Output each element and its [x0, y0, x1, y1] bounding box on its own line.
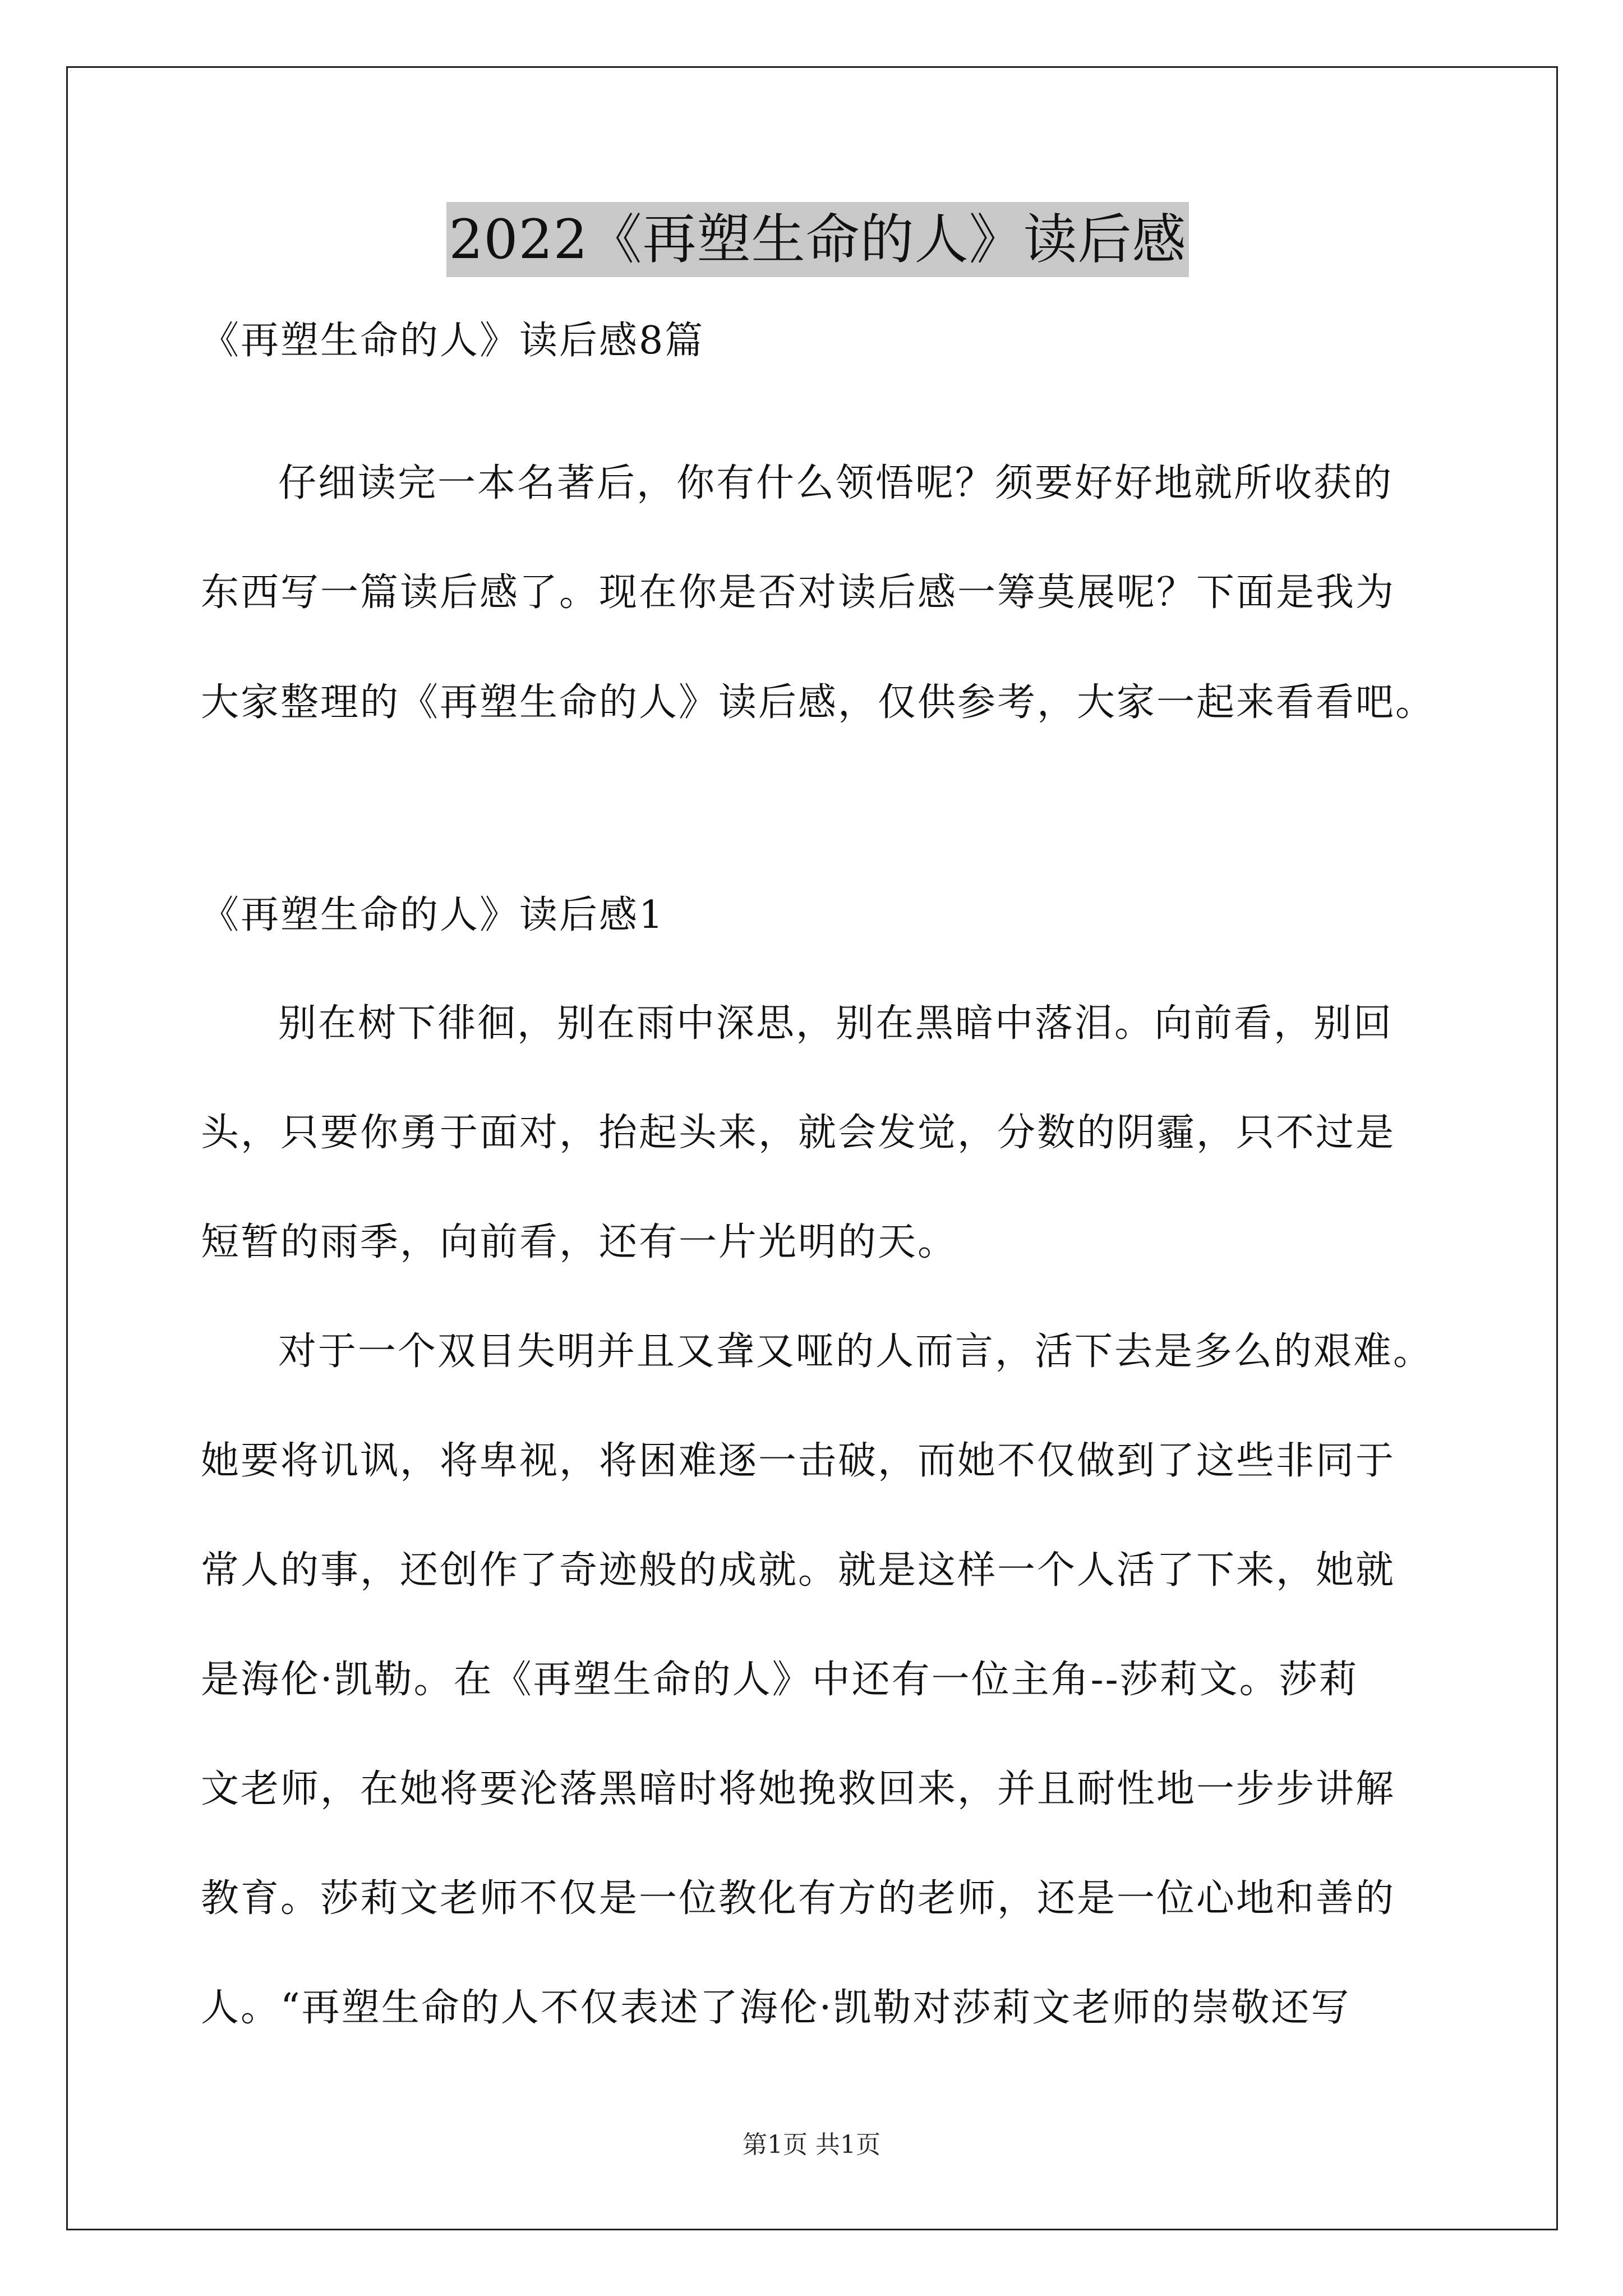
- paragraph-line: 短暂的雨季，向前看，还有一片光明的天。: [201, 1220, 958, 1264]
- paragraph-line: 是海伦·凯勒。在《再塑生命的人》中还有一位主角--莎莉文。莎莉: [201, 1658, 1359, 1702]
- paragraph-line: 文老师，在她将要沦落黑暗时将她挽救回来，并且耐性地一步步讲解: [201, 1767, 1396, 1811]
- paragraph-line: 教育。莎莉文老师不仅是一位教化有方的老师，还是一位心地和善的: [201, 1876, 1396, 1921]
- title-block: [201, 202, 1435, 277]
- document-title: 2022《再塑生命的人》读后感: [446, 202, 1188, 277]
- document-subtitle: 《再塑生命的人》读后感8篇: [201, 319, 705, 363]
- paragraph-line: 对于一个双目失明并且又聋又哑的人而言，活下去是多么的艰难。: [278, 1329, 1433, 1374]
- paragraph-line: 别在树下徘徊，别在雨中深思，别在黑暗中落泪。向前看，别回: [278, 1001, 1394, 1046]
- intro-line: 东西写一篇读后感了。现在你是否对读后感一筹莫展呢？下面是我为: [201, 570, 1396, 615]
- paragraph-line: 头，只要你勇于面对，抬起头来，就会发觉，分数的阴霾，只不过是: [201, 1111, 1396, 1155]
- intro-line: 大家整理的《再塑生命的人》读后感，仅供参考，大家一起来看看吧。: [201, 680, 1436, 725]
- intro-line: 仔细读完一本名著后，你有什么领悟呢？须要好好地就所收获的: [278, 461, 1394, 505]
- paragraph-line: 常人的事，还创作了奇迹般的成就。就是这样一个人活了下来，她就: [201, 1548, 1396, 1593]
- paragraph-line: 人。“再塑生命的人不仅表述了海伦·凯勒对莎莉文老师的崇敬还写: [201, 1986, 1351, 2030]
- paragraph-line: 她要将讥讽，将卑视，将困难逐一击破，而她不仅做到了这些非同于: [201, 1439, 1396, 1483]
- section-heading: 《再塑生命的人》读后感1: [201, 893, 665, 937]
- page-footer: 第1页 共1页: [743, 2131, 880, 2159]
